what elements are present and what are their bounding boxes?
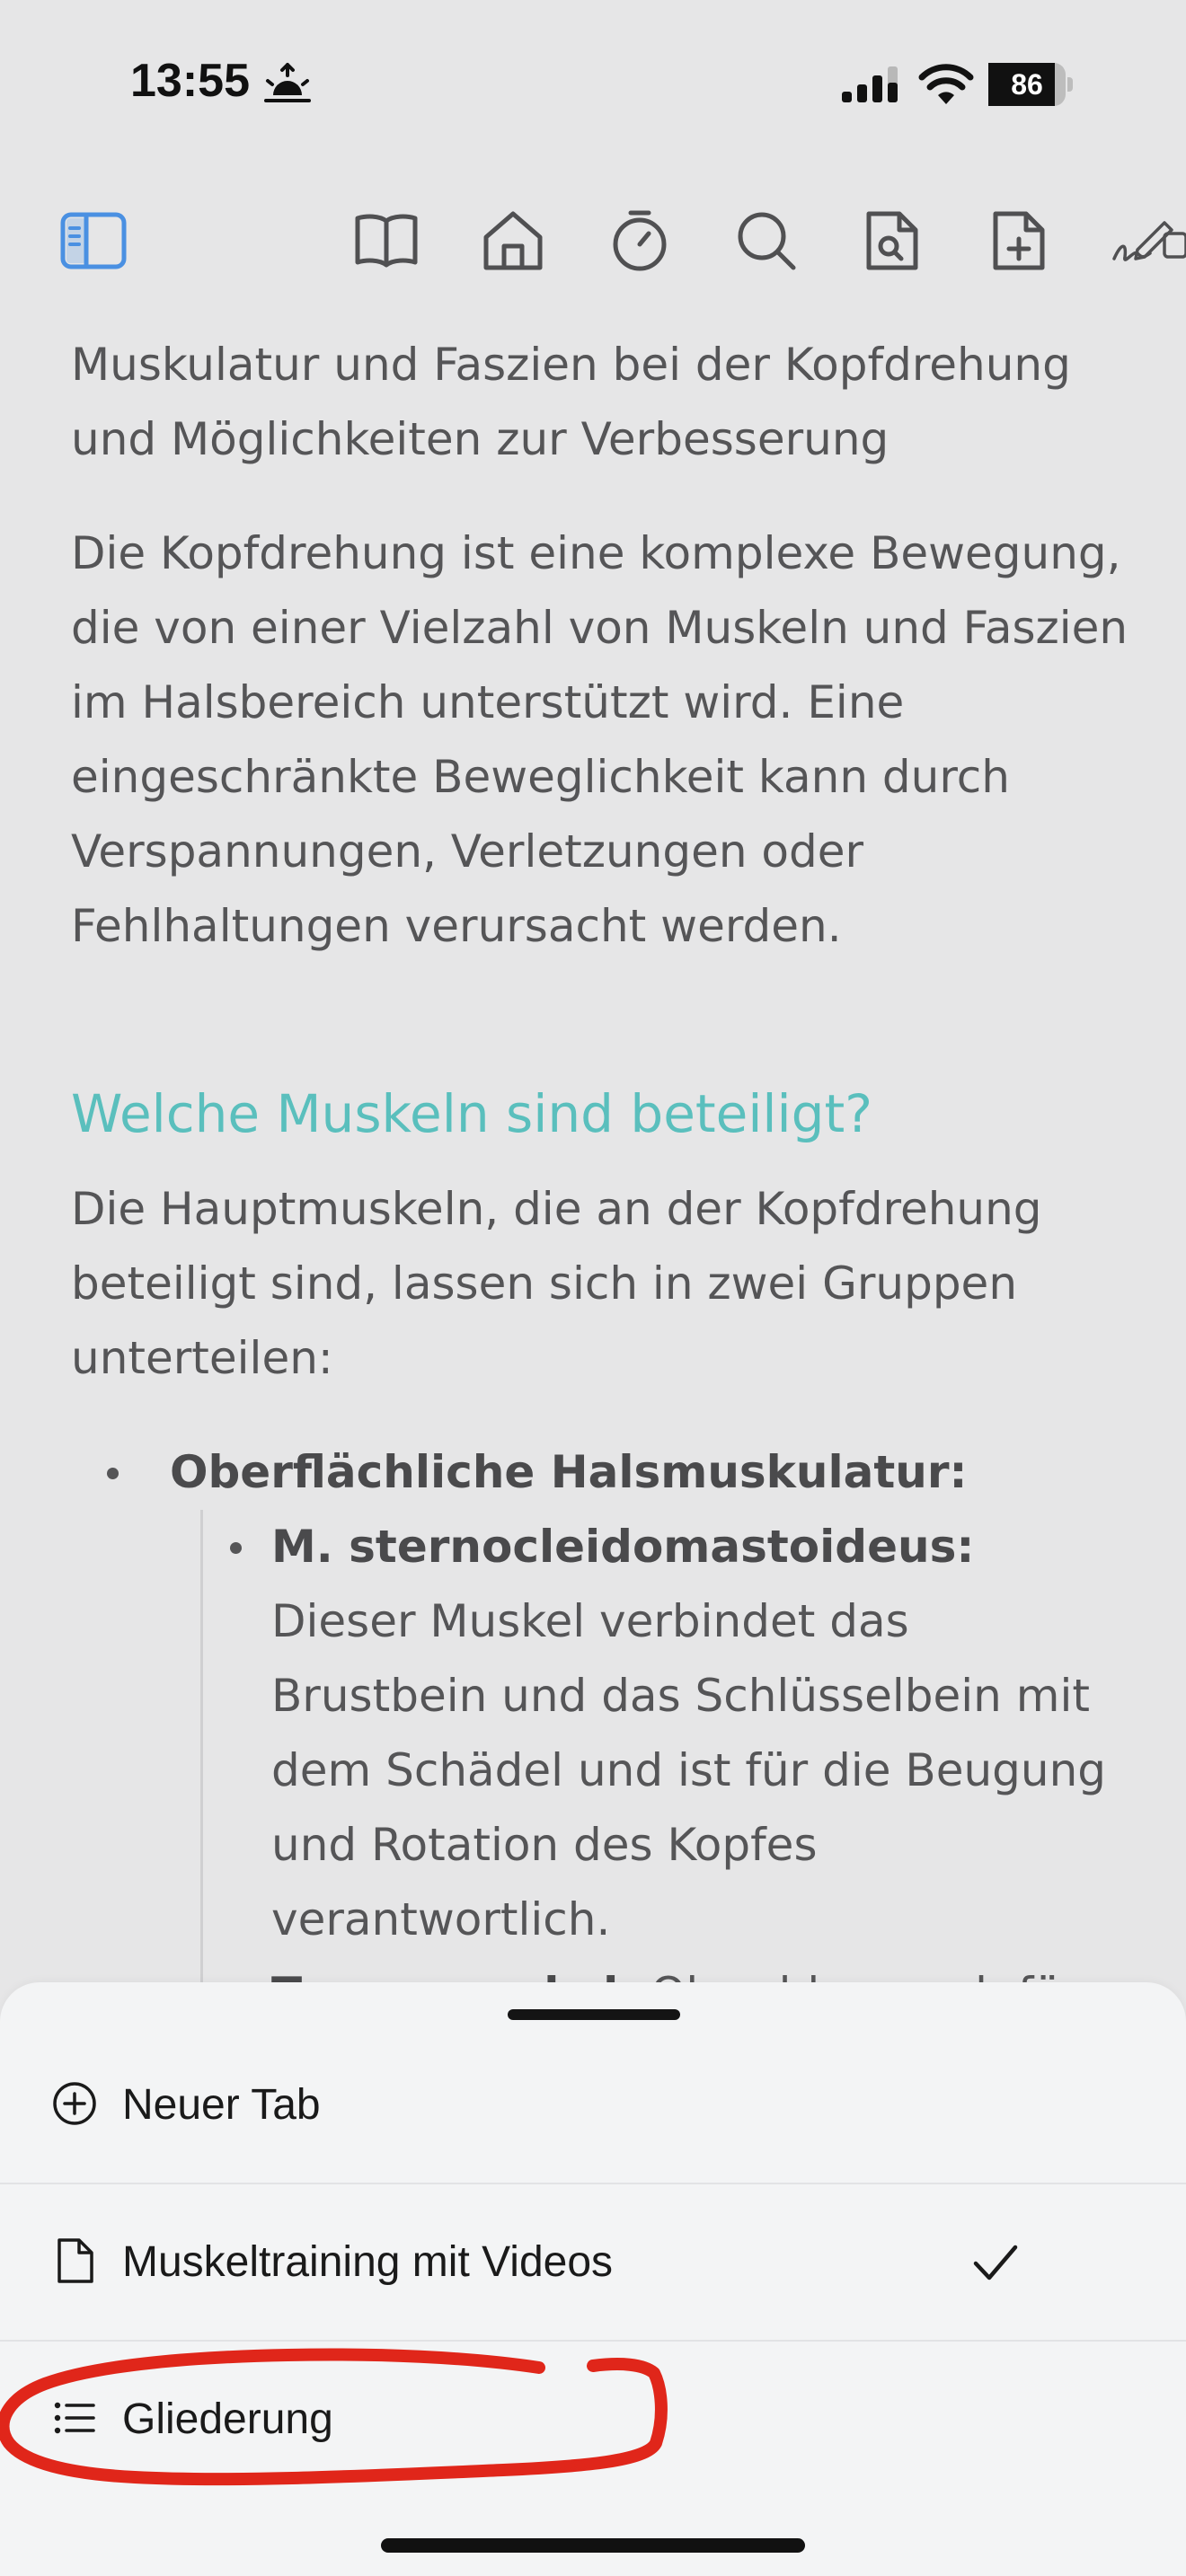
sunrise-icon [261, 59, 314, 110]
home-indicator [381, 2538, 805, 2553]
tab-row-muskeltraining[interactable] [0, 2184, 1186, 2342]
sidebar-icon [59, 207, 128, 275]
status-time: 13:55 [130, 55, 250, 107]
document-search-button[interactable] [858, 207, 926, 275]
list-icon [50, 2394, 99, 2442]
muscle-group-list [98, 1435, 1131, 2032]
tab-menu-sheet [0, 1982, 1186, 2576]
signature-icon [1111, 207, 1186, 275]
section-paragraph: Die Hauptmuskeln, die an der Kopfdrehung beteiligt sind, lassen sich in zwei Gruppen unterteilen: [71, 1183, 1042, 1384]
timer-button[interactable] [606, 207, 674, 275]
home-button[interactable] [479, 207, 547, 275]
document-content [71, 328, 1131, 1981]
sheet-grabber[interactable] [508, 2009, 680, 2020]
muscle-term: M. sternocleidomastoideus: [271, 1521, 975, 1573]
signature-button[interactable] [1111, 207, 1186, 275]
toolbar [0, 189, 1186, 287]
new-document-icon [985, 207, 1053, 275]
outline-label: Gliederung [122, 2395, 333, 2443]
section-heading: Welche Muskeln sind beteiligt? [71, 1083, 873, 1144]
library-button[interactable] [352, 207, 420, 275]
checkmark-icon [970, 2240, 1021, 2285]
sidebar-toggle-button[interactable] [59, 207, 128, 275]
outline-row[interactable] [0, 2342, 1186, 2499]
book-icon [352, 207, 420, 275]
battery-icon [988, 63, 1073, 106]
list-item [98, 1435, 1131, 2032]
intro-paragraph: Die Kopfdrehung ist eine komplexe Bewegung, die von einer Vielzahl von Muskeln und Faszien im Halsbereich unterstützt wird. Eine eingeschränkte Beweglichkeit kann durch Verspannungen, Verletzungen oder Fehlhaltungen verursacht werden. [71, 527, 1128, 952]
battery-level: 86 [1011, 68, 1043, 101]
list-item [271, 1510, 1131, 1957]
new-document-button[interactable] [985, 207, 1053, 275]
timer-icon [606, 207, 674, 275]
muscle-description: Dieser Muskel verbindet das Brustbein und das Schlüsselbein mit dem Schädel und ist für die Beugung und Rotation des Kopfes verantwortlich. [271, 1595, 1107, 1945]
group-title: Oberflächliche Halsmuskulatur: [170, 1446, 968, 1498]
cellular-signal-icon [840, 65, 903, 104]
new-tab-row[interactable] [0, 2027, 1186, 2184]
search-icon [732, 207, 801, 275]
status-bar [0, 0, 1186, 171]
muscle-list [200, 1510, 1131, 2032]
document-search-icon [858, 207, 926, 275]
home-icon [479, 207, 547, 275]
document-title: Muskulatur und Faszien bei der Kopfdrehung und Möglichkeiten zur Verbesserung [71, 339, 1071, 465]
new-tab-label: Neuer Tab [122, 2081, 321, 2129]
document-icon [50, 2236, 99, 2285]
tab-label: Muskeltraining mit Videos [122, 2238, 614, 2286]
plus-circle-icon [50, 2079, 99, 2128]
wifi-icon [918, 63, 974, 106]
search-button[interactable] [732, 207, 801, 275]
